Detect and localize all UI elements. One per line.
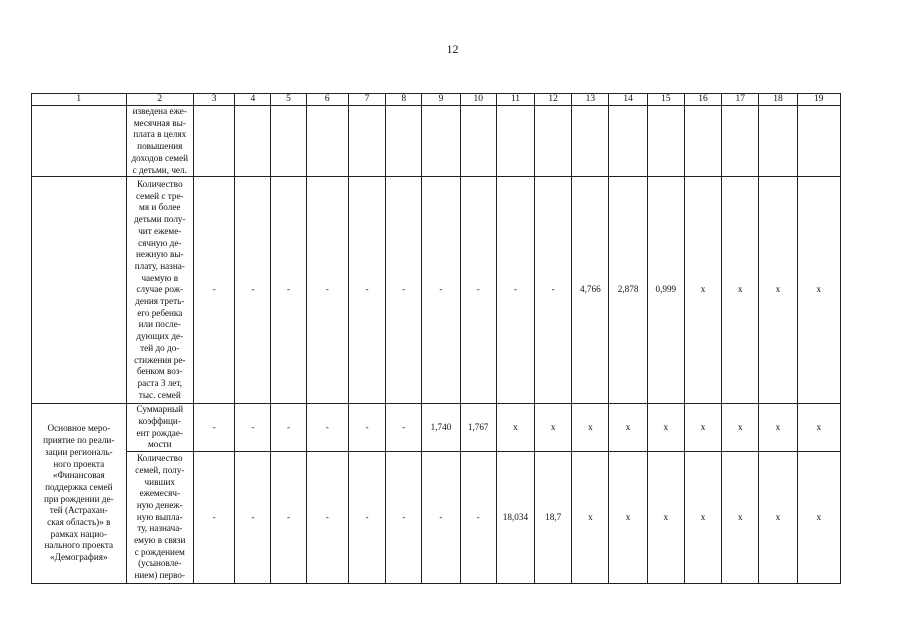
value-cell: x xyxy=(722,404,759,452)
column-header: 7 xyxy=(348,94,385,106)
event-cell xyxy=(32,106,127,177)
value-cell: x xyxy=(722,177,759,404)
value-cell: - xyxy=(496,177,534,404)
value-cell: - xyxy=(348,452,385,584)
page-number: 12 xyxy=(446,42,459,56)
value-cell: - xyxy=(193,452,234,584)
value-cell: - xyxy=(535,177,572,404)
header-row xyxy=(32,94,841,106)
column-header: 14 xyxy=(609,94,647,106)
value-cell: - xyxy=(386,404,422,452)
value-cell: 1,767 xyxy=(460,404,496,452)
column-header: 18 xyxy=(759,94,797,106)
column-header: 4 xyxy=(235,94,271,106)
value-cell xyxy=(572,106,609,177)
table-row xyxy=(32,404,841,452)
value-cell: 0,999 xyxy=(647,177,684,404)
value-cell xyxy=(759,106,797,177)
value-cell xyxy=(460,106,496,177)
value-cell: - xyxy=(235,452,271,584)
value-cell: - xyxy=(193,404,234,452)
value-cell: - xyxy=(460,452,496,584)
value-cell: x xyxy=(797,177,840,404)
value-cell: - xyxy=(386,177,422,404)
value-cell: x xyxy=(647,404,684,452)
column-header: 8 xyxy=(386,94,422,106)
value-cell: x xyxy=(797,452,840,584)
column-header: 17 xyxy=(722,94,759,106)
value-cell: x xyxy=(684,404,721,452)
value-cell: x xyxy=(759,177,797,404)
value-cell xyxy=(193,106,234,177)
value-cell xyxy=(348,106,385,177)
value-cell: 18,7 xyxy=(535,452,572,584)
value-cell xyxy=(609,106,647,177)
value-cell: x xyxy=(496,404,534,452)
value-cell: - xyxy=(306,404,348,452)
indicator-cell: Суммарный коэффици- ент рождае- мости xyxy=(126,404,193,452)
value-cell xyxy=(271,106,306,177)
value-cell: x xyxy=(609,452,647,584)
value-cell: x xyxy=(684,452,721,584)
value-cell: - xyxy=(235,177,271,404)
column-header: 5 xyxy=(271,94,306,106)
value-cell: x xyxy=(535,404,572,452)
value-cell: x xyxy=(759,452,797,584)
value-cell: - xyxy=(348,177,385,404)
value-cell xyxy=(306,106,348,177)
value-cell: x xyxy=(572,452,609,584)
column-header: 6 xyxy=(306,94,348,106)
value-cell: - xyxy=(306,452,348,584)
indicator-cell: Количество семей, полу- чивших ежемесяч- ную денеж- ную выпла- ту, назнача- емую в связи с рождением (усыновле- нием) перво- xyxy=(126,452,193,584)
table-row xyxy=(32,106,841,177)
value-cell: - xyxy=(271,404,306,452)
indicator-cell: Количество семей с тре- мя и более детьми полу- чит ежеме- сячную де- нежную вы- плату, назна- чаемую в случае рож- дения треть- его ребенка или после- дующих де- тей до до- стижения ре- бенком воз- раста 3 лет, тыс. семей xyxy=(126,177,193,404)
value-cell xyxy=(535,106,572,177)
column-header: 9 xyxy=(422,94,460,106)
value-cell: - xyxy=(422,177,460,404)
column-header: 10 xyxy=(460,94,496,106)
value-cell: - xyxy=(386,452,422,584)
value-cell xyxy=(722,106,759,177)
value-cell xyxy=(684,106,721,177)
value-cell xyxy=(797,106,840,177)
value-cell xyxy=(386,106,422,177)
column-header: 2 xyxy=(126,94,193,106)
value-cell: 4,766 xyxy=(572,177,609,404)
value-cell: x xyxy=(759,404,797,452)
table-row xyxy=(32,177,841,404)
value-cell: x xyxy=(572,404,609,452)
value-cell: 1,740 xyxy=(422,404,460,452)
value-cell xyxy=(422,106,460,177)
column-header: 16 xyxy=(684,94,721,106)
value-cell: - xyxy=(460,177,496,404)
value-cell: - xyxy=(306,177,348,404)
value-cell: x xyxy=(609,404,647,452)
indicators-table xyxy=(31,93,841,584)
value-cell xyxy=(235,106,271,177)
column-header: 11 xyxy=(496,94,534,106)
value-cell: - xyxy=(271,452,306,584)
event-cell: Основное меро- приятие по реали- зации региональ- ного проекта «Финансовая поддержка семей при рождении де- тей (Астрахан- ская область)» в рамках нацио- нального проекта «Демография» xyxy=(32,404,127,584)
value-cell: x xyxy=(684,177,721,404)
column-header: 19 xyxy=(797,94,840,106)
value-cell: x xyxy=(722,452,759,584)
value-cell: - xyxy=(235,404,271,452)
column-header: 12 xyxy=(535,94,572,106)
value-cell: - xyxy=(193,177,234,404)
value-cell: - xyxy=(422,452,460,584)
column-header: 1 xyxy=(32,94,127,106)
value-cell: - xyxy=(271,177,306,404)
value-cell: x xyxy=(647,452,684,584)
value-cell: x xyxy=(797,404,840,452)
indicator-cell: изведена еже- месячная вы- плата в целях повышения доходов семей с детьми, чел. xyxy=(126,106,193,177)
table-row xyxy=(32,452,841,584)
value-cell xyxy=(496,106,534,177)
column-header: 15 xyxy=(647,94,684,106)
event-cell xyxy=(32,177,127,404)
value-cell xyxy=(647,106,684,177)
value-cell: - xyxy=(348,404,385,452)
value-cell: 18,034 xyxy=(496,452,534,584)
column-header: 13 xyxy=(572,94,609,106)
value-cell: 2,878 xyxy=(609,177,647,404)
column-header: 3 xyxy=(193,94,234,106)
